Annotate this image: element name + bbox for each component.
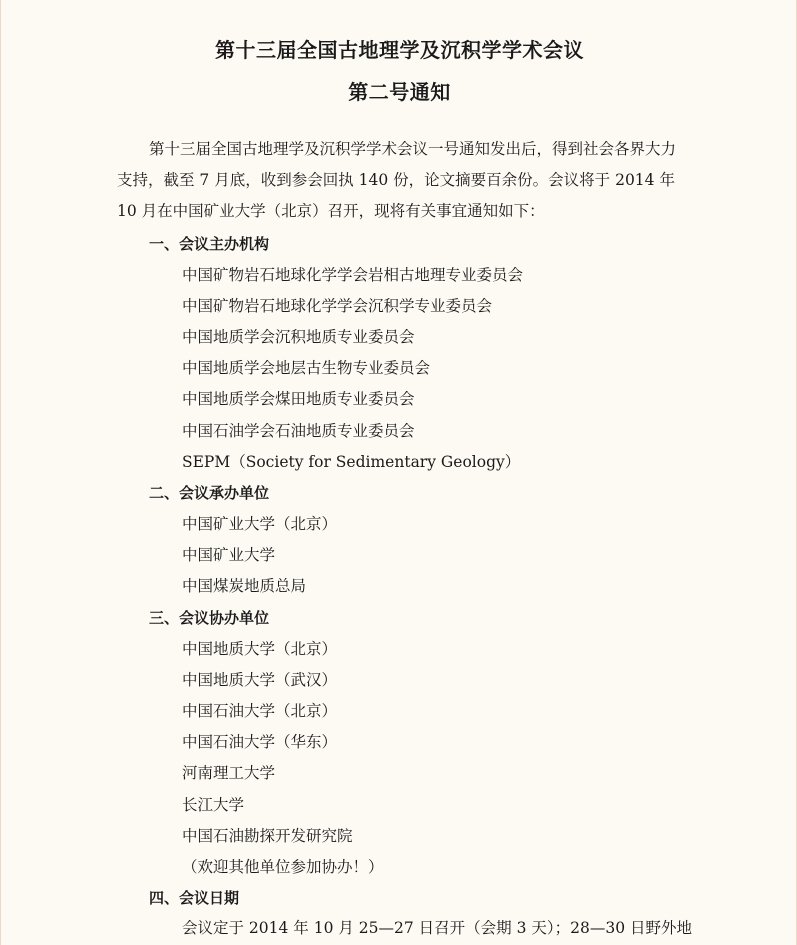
list-item: 中国矿业大学（北京） (182, 515, 338, 533)
section-heading-dates: 四、会议日期 (149, 889, 240, 907)
list-item: 中国矿业大学 (182, 546, 276, 564)
list-item: 中国矿物岩石地球化学学会岩相古地理专业委员会 (182, 266, 524, 284)
list-item: 中国石油大学（华东） (182, 733, 338, 751)
intro-paragraph: 第十三届全国古地理学及沉积学学术会议一号通知发出后，得到社会各界大力支持，截至 7 月底，收到参会回执 140 份，论文摘要百余份。会议将于 2014 年 10 月在中国矿业大学（北京）召开，现将有关事宜通知如下： (117, 140, 677, 220)
list-item: 中国石油学会石油地质专业委员会 (182, 422, 415, 440)
document-subtitle: 第二号通知 (348, 80, 451, 104)
section-dates-text: 会议定于 2014 年 10 月 25—27 日召开（会期 3 天）；28—30 日野外地 (182, 919, 693, 937)
section-heading-hosts: 二、会议承办单位 (149, 484, 270, 502)
section-heading-organizers: 一、会议主办机构 (149, 235, 270, 253)
list-item: 中国地质学会地层古生物专业委员会 (182, 359, 431, 377)
list-item: 河南理工大学 (182, 764, 276, 782)
list-item: （欢迎其他单位参加协办！） (182, 858, 384, 876)
section-heading-co-organizers: 三、会议协办单位 (149, 609, 270, 627)
list-item: 中国石油大学（北京） (182, 702, 338, 720)
list-item: 中国地质学会沉积地质专业委员会 (182, 328, 415, 346)
list-item: 中国矿物岩石地球化学学会沉积学专业委员会 (182, 297, 493, 315)
list-item: 中国地质大学（武汉） (182, 671, 338, 689)
list-item: 中国煤炭地质总局 (182, 577, 307, 595)
list-item: 长江大学 (182, 796, 245, 814)
list-item: 中国石油勘探开发研究院 (182, 827, 353, 845)
list-item: 中国地质学会煤田地质专业委员会 (182, 390, 415, 408)
list-item: SEPM（Society for Sedimentary Geology） (182, 453, 521, 471)
list-item: 中国地质大学（北京） (182, 640, 338, 658)
document-title: 第十三届全国古地理学及沉积学学术会议 (215, 38, 584, 62)
